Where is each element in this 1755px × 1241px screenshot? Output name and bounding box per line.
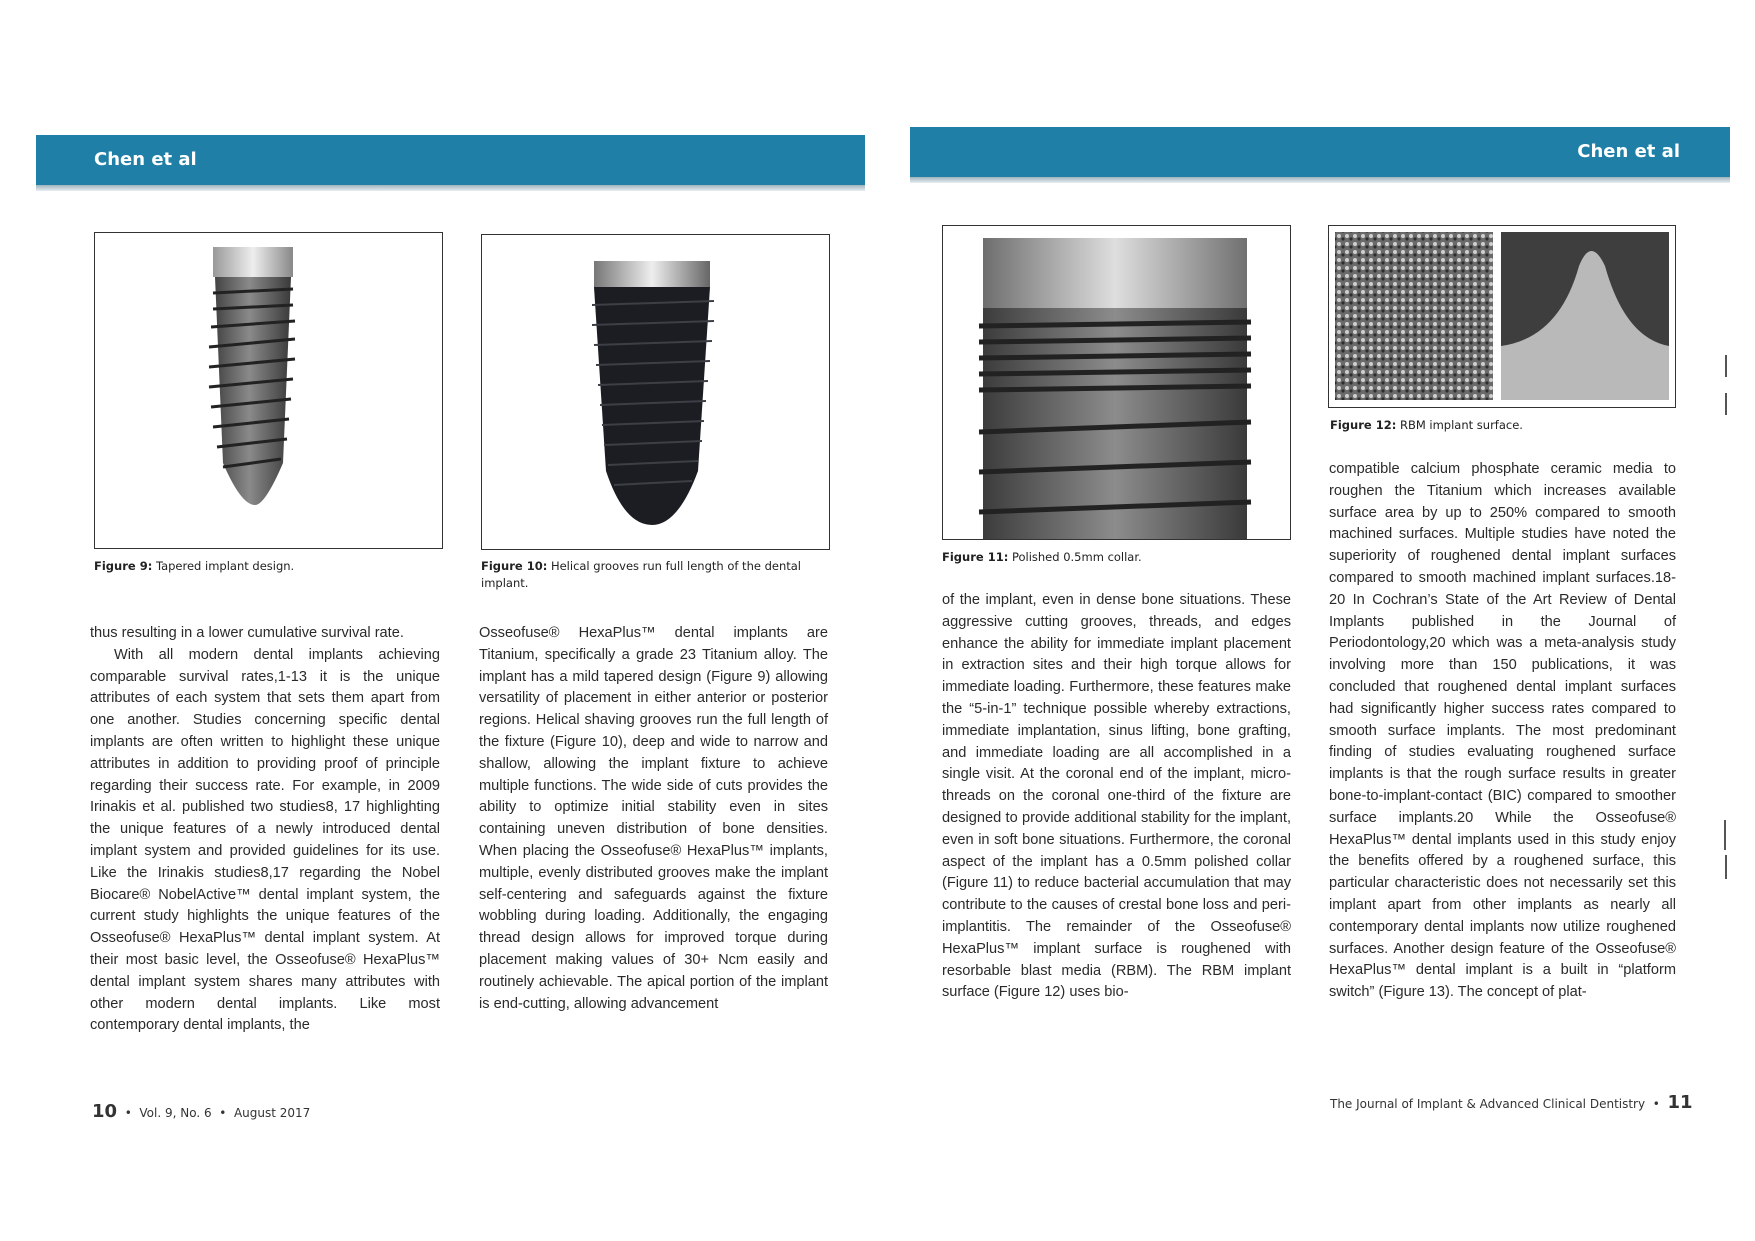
right-page-number: 11 (1667, 1092, 1693, 1113)
paragraph: thus resulting in a lower cumulative survival rate. (90, 625, 404, 641)
polished-collar-illustration (943, 226, 1290, 539)
right-page-footer: The Journal of Implant & Advanced Clinical Dentistry • 11 (1330, 1092, 1693, 1113)
figure-12-image (1328, 225, 1676, 408)
left-running-head: Chen et al (94, 149, 197, 170)
figure-11-caption: Figure 11: Polished 0.5mm collar. (942, 550, 1142, 564)
scan-margin-mark (1725, 393, 1727, 415)
scan-margin-mark (1724, 820, 1726, 850)
body-column-3 (942, 590, 1291, 1004)
body-column-4 (1329, 459, 1676, 1004)
right-page-header-band (910, 127, 1730, 177)
figure-10-caption: Figure 10: Helical grooves run full length of the dental implant. (481, 559, 801, 590)
journal-title: The Journal of Implant & Advanced Clinical Dentistry (1330, 1097, 1646, 1111)
left-page-header-band (36, 135, 865, 185)
scan-margin-mark (1725, 855, 1727, 879)
body-column-1 (90, 623, 440, 1037)
paragraph: of the implant, even in dense bone situations. These aggressive cutting grooves, threads, and edges enhance the ability for immediate implant placement in extraction sites and their high torque allows for immediate loading. Furthermore, these features make the “5-in-1” technique possible whereby extractions, immediate implantation, sinus lifting, bone grafting, and immediate loading are all accomplished in a single visit. At the coronal end of the implant, micro-threads on the coronal one-third of the fixture are designed to provide additional stability for the implant, even in soft bone situations. Furthermore, the coronal aspect of the implant has a 0.5mm polished collar (Figure 11) to reduce bacterial accumulation that may contribute to the causes of crestal bone loss and peri-implantitis. The remainder of the Osseofuse® HexaPlus™ implant surface is roughened with resorbable blast media (RBM). The RBM implant surface (Figure 12) uses bio- (942, 592, 1291, 1001)
paragraph: compatible calcium phosphate ceramic media to roughen the Titanium which increases available surface area by up to 250% compared to smooth machined surfaces. Multiple studies have noted the superiority of roughened dental implant surfaces compared to smooth machined implant surfaces.18-20 In Cochran’s State of the Art Review of Dental Implants published in the Journal of Periodontology,20 which was a meta-analysis study involving more than 150 publications, it was concluded that roughened dental implant surfaces had significantly higher success rates compared to smooth surface implants. The most predominant finding of studies evaluating roughened surface implants is that the rough surface results in greater bone-to-implant-contact (BIC) compared to smoother surface implants.20 While the Osseofuse® HexaPlus™ dental implants used in this study enjoy the benefits offered by a roughened surface, this particular characteristic does not necessarily set this implant apart from other implants as nearly all contemporary dental implants now utilize roughened surfaces. Another design feature of the Osseofuse® HexaPlus™ dental implant is a built in “platform switch” (Figure 13). The concept of plat- (1329, 461, 1676, 1001)
header-band-shadow (910, 177, 1730, 183)
paragraph: With all modern dental implants achieving comparable survival rates,1-13 it is the unique attributes of each system that sets them apart from one another. Studies concerning specific dental implants are often written to highlight these unique attributes in addition to providing proof of principle regarding their success rate. For example, in 2009 Irinakis et al. published two studies8, 17 highlighting the unique features of a newly introduced dental implant system and provided guidelines for its use. Like the Irinakis studies8,17 regarding the Nobel Biocare® NobelActive™ dental implant system, the current study highlights the unique features of the Osseofuse® HexaPlus™ dental implant system. At their most basic level, the Osseofuse® HexaPlus™ dental implant system shares many attributes with other modern dental implants. Like most contemporary dental implants, the (90, 646, 440, 1034)
issue-date: August 2017 (233, 1106, 311, 1120)
helical-groove-implant-illustration (482, 235, 829, 549)
issue-volume: Vol. 9, No. 6 (139, 1106, 212, 1120)
figure-9-caption: Figure 9: Tapered implant design. (94, 559, 295, 573)
header-band-shadow (36, 185, 865, 191)
paragraph: Osseofuse® HexaPlus™ dental implants are Titanium, specifically a grade 23 Titanium alloy. The implant has a mild tapered design (Figure 9) allowing versatility of placement in either anterior or posterior regions. Helical shaving grooves run the full length of the fixture (Figure 10), deep and wide to narrow and shallow, allowing the implant fixture to achieve multiple functions. The wide side of cuts provides the ability to optimize initial stability even in sites containing uneven distribution of bone densities. When placing the Osseofuse® HexaPlus™ implants, multiple, evenly distributed grooves make the implant self-centering and safeguards against the fixture wobbling during loading. Additionally, the engaging thread design allows for improved torque during placement making values of 30+ Ncm easily and routinely achievable. The apical portion of the implant is end-cutting, allowing advancement (479, 625, 828, 1012)
scan-margin-mark (1725, 355, 1727, 377)
figure-9-image (94, 232, 443, 549)
rbm-surface-micrograph (1329, 226, 1675, 407)
body-column-2 (479, 623, 828, 1015)
right-running-head: Chen et al (1577, 141, 1680, 162)
figure-12-caption: Figure 12: RBM implant surface. (1330, 418, 1523, 432)
tapered-implant-illustration (95, 233, 442, 548)
left-page-number: 10 (92, 1101, 118, 1122)
left-page-footer: 10 • Vol. 9, No. 6 • August 2017 (92, 1101, 311, 1122)
figure-10-image (481, 234, 830, 550)
figure-11-image (942, 225, 1291, 540)
